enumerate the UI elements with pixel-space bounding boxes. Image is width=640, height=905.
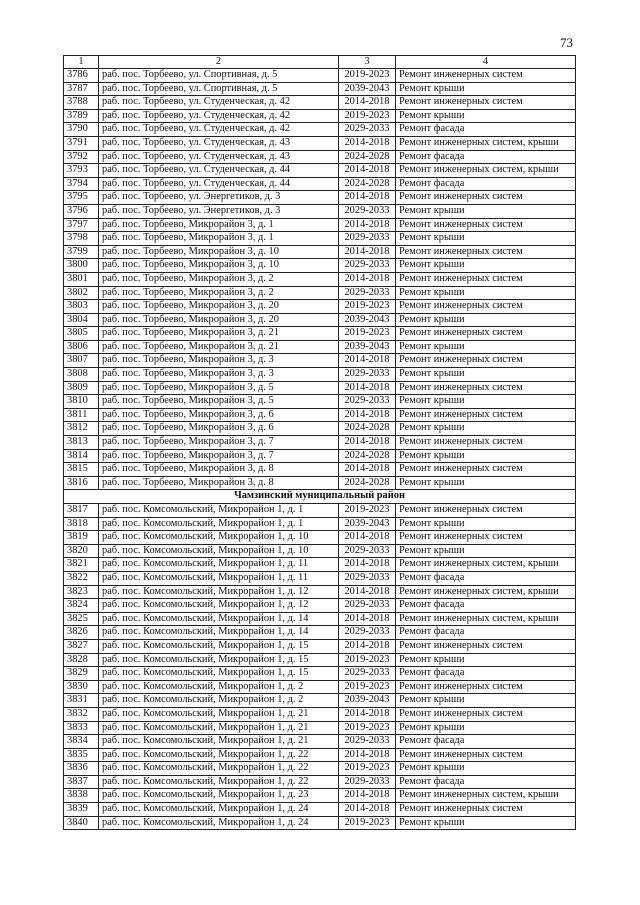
row-number-cell: 3789	[64, 109, 99, 123]
period-cell: 2014-2018	[339, 707, 396, 721]
work-type-cell: Ремонт инженерных систем, крыши	[396, 612, 576, 626]
work-type-cell: Ремонт инженерных систем	[396, 680, 576, 694]
table-row	[64, 436, 576, 450]
address-cell: раб. пос. Комсомольский, Микрорайон 1, д. 14	[99, 612, 339, 626]
period-cell: 2039-2043	[339, 340, 396, 354]
table-row	[64, 667, 576, 681]
work-type-cell: Ремонт инженерных систем, крыши	[396, 789, 576, 803]
table-row	[64, 626, 576, 640]
table-row	[64, 69, 576, 83]
table-row	[64, 259, 576, 273]
period-cell: 2014-2018	[339, 164, 396, 178]
period-cell: 2024-2028	[339, 449, 396, 463]
period-cell: 2039-2043	[339, 313, 396, 327]
period-cell: 2029-2033	[339, 368, 396, 382]
work-type-cell: Ремонт крыши	[396, 721, 576, 735]
row-number-cell: 3793	[64, 164, 99, 178]
period-cell: 2014-2018	[339, 612, 396, 626]
table-row	[64, 300, 576, 314]
work-type-cell: Ремонт крыши	[396, 449, 576, 463]
row-number-cell: 3805	[64, 327, 99, 341]
table-row	[64, 82, 576, 96]
period-cell: 2014-2018	[339, 245, 396, 259]
address-cell: раб. пос. Торбеево, Микрорайон 3, д. 6	[99, 408, 339, 422]
period-cell: 2029-2033	[339, 123, 396, 137]
table-row	[64, 422, 576, 436]
table-row	[64, 286, 576, 300]
period-cell: 2024-2028	[339, 476, 396, 490]
row-number-cell: 3816	[64, 476, 99, 490]
address-cell: раб. пос. Торбеево, Микрорайон 3, д. 8	[99, 463, 339, 477]
work-type-cell: Ремонт инженерных систем	[396, 803, 576, 817]
row-number-cell: 3836	[64, 762, 99, 776]
address-cell: раб. пос. Торбеево, ул. Студенческая, д. 42	[99, 123, 339, 137]
table-row	[64, 408, 576, 422]
work-type-cell: Ремонт инженерных систем	[396, 96, 576, 110]
work-type-cell: Ремонт крыши	[396, 82, 576, 96]
table-row	[64, 571, 576, 585]
work-type-cell: Ремонт инженерных систем	[396, 327, 576, 341]
period-cell: 2039-2043	[339, 82, 396, 96]
work-type-cell: Ремонт инженерных систем, крыши	[396, 558, 576, 572]
row-number-cell: 3812	[64, 422, 99, 436]
address-cell: раб. пос. Торбеево, ул. Студенческая, д. 43	[99, 150, 339, 164]
table-row	[64, 721, 576, 735]
address-cell: раб. пос. Торбеево, Микрорайон 3, д. 5	[99, 395, 339, 409]
row-number-cell: 3814	[64, 449, 99, 463]
address-cell: раб. пос. Комсомольский, Микрорайон 1, д. 24	[99, 816, 339, 830]
work-type-cell: Ремонт фасада	[396, 177, 576, 191]
table-row	[64, 313, 576, 327]
table-row	[64, 599, 576, 613]
period-cell: 2019-2023	[339, 300, 396, 314]
period-cell: 2019-2023	[339, 680, 396, 694]
row-number-cell: 3795	[64, 191, 99, 205]
table-row	[64, 735, 576, 749]
address-cell: раб. пос. Торбеево, Микрорайон 3, д. 5	[99, 381, 339, 395]
address-cell: раб. пос. Комсомольский, Микрорайон 1, д. 21	[99, 707, 339, 721]
row-number-cell: 3826	[64, 626, 99, 640]
period-cell: 2014-2018	[339, 463, 396, 477]
work-type-cell: Ремонт крыши	[396, 313, 576, 327]
table-row	[64, 544, 576, 558]
address-cell: раб. пос. Торбеево, Микрорайон 3, д. 1	[99, 218, 339, 232]
address-cell: раб. пос. Комсомольский, Микрорайон 1, д. 22	[99, 762, 339, 776]
row-number-cell: 3822	[64, 571, 99, 585]
address-cell: раб. пос. Торбеево, Микрорайон 3, д. 20	[99, 313, 339, 327]
address-cell: раб. пос. Комсомольский, Микрорайон 1, д. 15	[99, 667, 339, 681]
repair-schedule-table	[63, 55, 576, 830]
table-row	[64, 762, 576, 776]
period-cell: 2029-2033	[339, 204, 396, 218]
period-cell: 2014-2018	[339, 803, 396, 817]
row-number-cell: 3802	[64, 286, 99, 300]
row-number-cell: 3792	[64, 150, 99, 164]
row-number-cell: 3808	[64, 368, 99, 382]
row-number-cell: 3819	[64, 531, 99, 545]
work-type-cell: Ремонт крыши	[396, 286, 576, 300]
row-number-cell: 3806	[64, 340, 99, 354]
address-cell: раб. пос. Торбеево, Микрорайон 3, д. 7	[99, 436, 339, 450]
work-type-cell: Ремонт фасада	[396, 735, 576, 749]
work-type-cell: Ремонт крыши	[396, 476, 576, 490]
address-cell: раб. пос. Комсомольский, Микрорайон 1, д. 24	[99, 803, 339, 817]
period-cell: 2014-2018	[339, 531, 396, 545]
work-type-cell: Ремонт инженерных систем	[396, 436, 576, 450]
period-cell: 2019-2023	[339, 653, 396, 667]
header-cell-2: 2	[99, 56, 339, 69]
address-cell: раб. пос. Комсомольский, Микрорайон 1, д. 12	[99, 599, 339, 613]
period-cell: 2019-2023	[339, 69, 396, 83]
period-cell: 2039-2043	[339, 694, 396, 708]
period-cell: 2019-2023	[339, 721, 396, 735]
table-row	[64, 354, 576, 368]
period-cell: 2014-2018	[339, 585, 396, 599]
address-cell: раб. пос. Торбеево, Микрорайон 3, д. 10	[99, 245, 339, 259]
row-number-cell: 3787	[64, 82, 99, 96]
row-number-cell: 3818	[64, 517, 99, 531]
address-cell: раб. пос. Комсомольский, Микрорайон 1, д. 21	[99, 735, 339, 749]
period-cell: 2029-2033	[339, 544, 396, 558]
table-row	[64, 191, 576, 205]
row-number-cell: 3815	[64, 463, 99, 477]
table-row	[64, 803, 576, 817]
table-row	[64, 707, 576, 721]
work-type-cell: Ремонт инженерных систем, крыши	[396, 585, 576, 599]
table-row	[64, 558, 576, 572]
table-row	[64, 775, 576, 789]
row-number-cell: 3788	[64, 96, 99, 110]
period-cell: 2014-2018	[339, 96, 396, 110]
address-cell: раб. пос. Торбеево, Микрорайон 3, д. 3	[99, 368, 339, 382]
row-number-cell: 3813	[64, 436, 99, 450]
row-number-cell: 3790	[64, 123, 99, 137]
period-cell: 2024-2028	[339, 150, 396, 164]
work-type-cell: Ремонт крыши	[396, 517, 576, 531]
table-row	[64, 639, 576, 653]
row-number-cell: 3804	[64, 313, 99, 327]
table-row	[64, 272, 576, 286]
work-type-cell: Ремонт крыши	[396, 259, 576, 273]
address-cell: раб. пос. Торбеево, Микрорайон 3, д. 21	[99, 340, 339, 354]
table-row	[64, 789, 576, 803]
table-row	[64, 136, 576, 150]
row-number-cell: 3834	[64, 735, 99, 749]
table-row	[64, 585, 576, 599]
work-type-cell: Ремонт инженерных систем	[396, 504, 576, 518]
work-type-cell: Ремонт фасада	[396, 775, 576, 789]
row-number-cell: 3833	[64, 721, 99, 735]
work-type-cell: Ремонт крыши	[396, 694, 576, 708]
work-type-cell: Ремонт инженерных систем, крыши	[396, 164, 576, 178]
row-number-cell: 3840	[64, 816, 99, 830]
work-type-cell: Ремонт инженерных систем	[396, 531, 576, 545]
table-row	[64, 96, 576, 110]
address-cell: раб. пос. Торбеево, Микрорайон 3, д. 21	[99, 327, 339, 341]
table-row	[64, 381, 576, 395]
address-cell: раб. пос. Торбеево, Микрорайон 3, д. 2	[99, 272, 339, 286]
row-number-cell: 3821	[64, 558, 99, 572]
period-cell: 2019-2023	[339, 504, 396, 518]
address-cell: раб. пос. Комсомольский, Микрорайон 1, д. 10	[99, 531, 339, 545]
address-cell: раб. пос. Торбеево, ул. Энергетиков, д. 3	[99, 204, 339, 218]
period-cell: 2019-2023	[339, 327, 396, 341]
header-cell-4: 4	[396, 56, 576, 69]
period-cell: 2029-2033	[339, 599, 396, 613]
table-row	[64, 232, 576, 246]
table-row	[64, 150, 576, 164]
work-type-cell: Ремонт инженерных систем	[396, 381, 576, 395]
row-number-cell: 3828	[64, 653, 99, 667]
work-type-cell: Ремонт крыши	[396, 762, 576, 776]
period-cell: 2029-2033	[339, 775, 396, 789]
work-type-cell: Ремонт крыши	[396, 109, 576, 123]
row-number-cell: 3829	[64, 667, 99, 681]
table-row	[64, 218, 576, 232]
address-cell: раб. пос. Торбеево, ул. Энергетиков, д. 3	[99, 191, 339, 205]
row-number-cell: 3794	[64, 177, 99, 191]
address-cell: раб. пос. Комсомольский, Микрорайон 1, д. 15	[99, 653, 339, 667]
header-cell-3: 3	[339, 56, 396, 69]
table-row	[64, 204, 576, 218]
period-cell: 2014-2018	[339, 748, 396, 762]
work-type-cell: Ремонт инженерных систем	[396, 218, 576, 232]
address-cell: раб. пос. Комсомольский, Микрорайон 1, д. 22	[99, 775, 339, 789]
address-cell: раб. пос. Комсомольский, Микрорайон 1, д. 23	[99, 789, 339, 803]
address-cell: раб. пос. Торбеево, Микрорайон 3, д. 8	[99, 476, 339, 490]
work-type-cell: Ремонт фасада	[396, 571, 576, 585]
table-row	[64, 177, 576, 191]
row-number-cell: 3838	[64, 789, 99, 803]
row-number-cell: 3809	[64, 381, 99, 395]
address-cell: раб. пос. Торбеево, ул. Студенческая, д. 42	[99, 109, 339, 123]
address-cell: раб. пос. Торбеево, Микрорайон 3, д. 1	[99, 232, 339, 246]
row-number-cell: 3835	[64, 748, 99, 762]
period-cell: 2014-2018	[339, 558, 396, 572]
period-cell: 2029-2033	[339, 395, 396, 409]
row-number-cell: 3832	[64, 707, 99, 721]
row-number-cell: 3801	[64, 272, 99, 286]
header-cell-1: 1	[64, 56, 99, 69]
address-cell: раб. пос. Комсомольский, Микрорайон 1, д. 2	[99, 694, 339, 708]
work-type-cell: Ремонт инженерных систем	[396, 408, 576, 422]
row-number-cell: 3798	[64, 232, 99, 246]
work-type-cell: Ремонт фасада	[396, 150, 576, 164]
work-type-cell: Ремонт инженерных систем	[396, 639, 576, 653]
row-number-cell: 3796	[64, 204, 99, 218]
work-type-cell: Ремонт крыши	[396, 653, 576, 667]
period-cell: 2029-2033	[339, 735, 396, 749]
table-row	[64, 449, 576, 463]
district-heading-row	[64, 490, 576, 504]
work-type-cell: Ремонт инженерных систем	[396, 69, 576, 83]
work-type-cell: Ремонт инженерных систем	[396, 272, 576, 286]
row-number-cell: 3831	[64, 694, 99, 708]
address-cell: раб. пос. Комсомольский, Микрорайон 1, д. 11	[99, 571, 339, 585]
address-cell: раб. пос. Комсомольский, Микрорайон 1, д. 22	[99, 748, 339, 762]
period-cell: 2024-2028	[339, 422, 396, 436]
table-row	[64, 327, 576, 341]
table-header-row	[64, 56, 576, 69]
row-number-cell: 3800	[64, 259, 99, 273]
row-number-cell: 3817	[64, 504, 99, 518]
address-cell: раб. пос. Торбеево, ул. Студенческая, д. 44	[99, 177, 339, 191]
period-cell: 2014-2018	[339, 354, 396, 368]
address-cell: раб. пос. Торбеево, Микрорайон 3, д. 2	[99, 286, 339, 300]
table-row	[64, 680, 576, 694]
address-cell: раб. пос. Торбеево, ул. Студенческая, д. 43	[99, 136, 339, 150]
address-cell: раб. пос. Комсомольский, Микрорайон 1, д. 21	[99, 721, 339, 735]
row-number-cell: 3811	[64, 408, 99, 422]
table-row	[64, 463, 576, 477]
address-cell: раб. пос. Комсомольский, Микрорайон 1, д. 2	[99, 680, 339, 694]
address-cell: раб. пос. Торбеево, Микрорайон 3, д. 3	[99, 354, 339, 368]
period-cell: 2029-2033	[339, 286, 396, 300]
row-number-cell: 3797	[64, 218, 99, 232]
period-cell: 2019-2023	[339, 762, 396, 776]
work-type-cell: Ремонт инженерных систем, крыши	[396, 136, 576, 150]
period-cell: 2024-2028	[339, 177, 396, 191]
row-number-cell: 3786	[64, 69, 99, 83]
period-cell: 2019-2023	[339, 816, 396, 830]
period-cell: 2029-2033	[339, 232, 396, 246]
period-cell: 2014-2018	[339, 436, 396, 450]
address-cell: раб. пос. Комсомольский, Микрорайон 1, д. 10	[99, 544, 339, 558]
table-row	[64, 504, 576, 518]
work-type-cell: Ремонт крыши	[396, 395, 576, 409]
address-cell: раб. пос. Комсомольский, Микрорайон 1, д. 14	[99, 626, 339, 640]
row-number-cell: 3803	[64, 300, 99, 314]
table-row	[64, 816, 576, 830]
row-number-cell: 3823	[64, 585, 99, 599]
work-type-cell: Ремонт крыши	[396, 204, 576, 218]
table-row	[64, 395, 576, 409]
district-heading: Чамзинский муниципальный район	[64, 490, 576, 504]
address-cell: раб. пос. Торбеево, ул. Спортивная, д. 5	[99, 82, 339, 96]
table-row	[64, 517, 576, 531]
address-cell: раб. пос. Торбеево, Микрорайон 3, д. 10	[99, 259, 339, 273]
work-type-cell: Ремонт инженерных систем	[396, 191, 576, 205]
work-type-cell: Ремонт фасада	[396, 626, 576, 640]
address-cell: раб. пос. Комсомольский, Микрорайон 1, д. 15	[99, 639, 339, 653]
row-number-cell: 3837	[64, 775, 99, 789]
period-cell: 2029-2033	[339, 667, 396, 681]
address-cell: раб. пос. Торбеево, ул. Спортивная, д. 5	[99, 69, 339, 83]
table-row	[64, 164, 576, 178]
table-row	[64, 748, 576, 762]
work-type-cell: Ремонт крыши	[396, 368, 576, 382]
period-cell: 2029-2033	[339, 259, 396, 273]
period-cell: 2014-2018	[339, 381, 396, 395]
table-row	[64, 694, 576, 708]
row-number-cell: 3810	[64, 395, 99, 409]
period-cell: 2014-2018	[339, 789, 396, 803]
address-cell: раб. пос. Комсомольский, Микрорайон 1, д. 11	[99, 558, 339, 572]
table-row	[64, 476, 576, 490]
period-cell: 2029-2033	[339, 626, 396, 640]
period-cell: 2014-2018	[339, 639, 396, 653]
address-cell: раб. пос. Комсомольский, Микрорайон 1, д. 1	[99, 517, 339, 531]
period-cell: 2014-2018	[339, 136, 396, 150]
work-type-cell: Ремонт инженерных систем	[396, 354, 576, 368]
row-number-cell: 3825	[64, 612, 99, 626]
work-type-cell: Ремонт крыши	[396, 422, 576, 436]
row-number-cell: 3820	[64, 544, 99, 558]
work-type-cell: Ремонт фасада	[396, 123, 576, 137]
table-row	[64, 612, 576, 626]
table-row	[64, 340, 576, 354]
table-row	[64, 368, 576, 382]
period-cell: 2014-2018	[339, 408, 396, 422]
row-number-cell: 3827	[64, 639, 99, 653]
work-type-cell: Ремонт крыши	[396, 544, 576, 558]
address-cell: раб. пос. Торбеево, Микрорайон 3, д. 7	[99, 449, 339, 463]
work-type-cell: Ремонт фасада	[396, 667, 576, 681]
period-cell: 2039-2043	[339, 517, 396, 531]
table-row	[64, 123, 576, 137]
table-row	[64, 109, 576, 123]
address-cell: раб. пос. Комсомольский, Микрорайон 1, д. 12	[99, 585, 339, 599]
work-type-cell: Ремонт инженерных систем	[396, 707, 576, 721]
work-type-cell: Ремонт крыши	[396, 232, 576, 246]
page-number: 73	[560, 35, 573, 50]
row-number-cell: 3839	[64, 803, 99, 817]
period-cell: 2029-2033	[339, 571, 396, 585]
address-cell: раб. пос. Торбеево, Микрорайон 3, д. 6	[99, 422, 339, 436]
row-number-cell: 3799	[64, 245, 99, 259]
work-type-cell: Ремонт инженерных систем	[396, 463, 576, 477]
period-cell: 2014-2018	[339, 218, 396, 232]
row-number-cell: 3791	[64, 136, 99, 150]
period-cell: 2019-2023	[339, 109, 396, 123]
row-number-cell: 3830	[64, 680, 99, 694]
period-cell: 2014-2018	[339, 272, 396, 286]
work-type-cell: Ремонт инженерных систем	[396, 245, 576, 259]
address-cell: раб. пос. Торбеево, ул. Студенческая, д. 42	[99, 96, 339, 110]
table-row	[64, 245, 576, 259]
table-row	[64, 531, 576, 545]
period-cell: 2014-2018	[339, 191, 396, 205]
work-type-cell: Ремонт фасада	[396, 599, 576, 613]
row-number-cell: 3807	[64, 354, 99, 368]
work-type-cell: Ремонт крыши	[396, 816, 576, 830]
address-cell: раб. пос. Комсомольский, Микрорайон 1, д. 1	[99, 504, 339, 518]
table-row	[64, 653, 576, 667]
row-number-cell: 3824	[64, 599, 99, 613]
address-cell: раб. пос. Торбеево, ул. Студенческая, д. 44	[99, 164, 339, 178]
work-type-cell: Ремонт крыши	[396, 340, 576, 354]
address-cell: раб. пос. Торбеево, Микрорайон 3, д. 20	[99, 300, 339, 314]
work-type-cell: Ремонт инженерных систем	[396, 748, 576, 762]
work-type-cell: Ремонт инженерных систем	[396, 300, 576, 314]
